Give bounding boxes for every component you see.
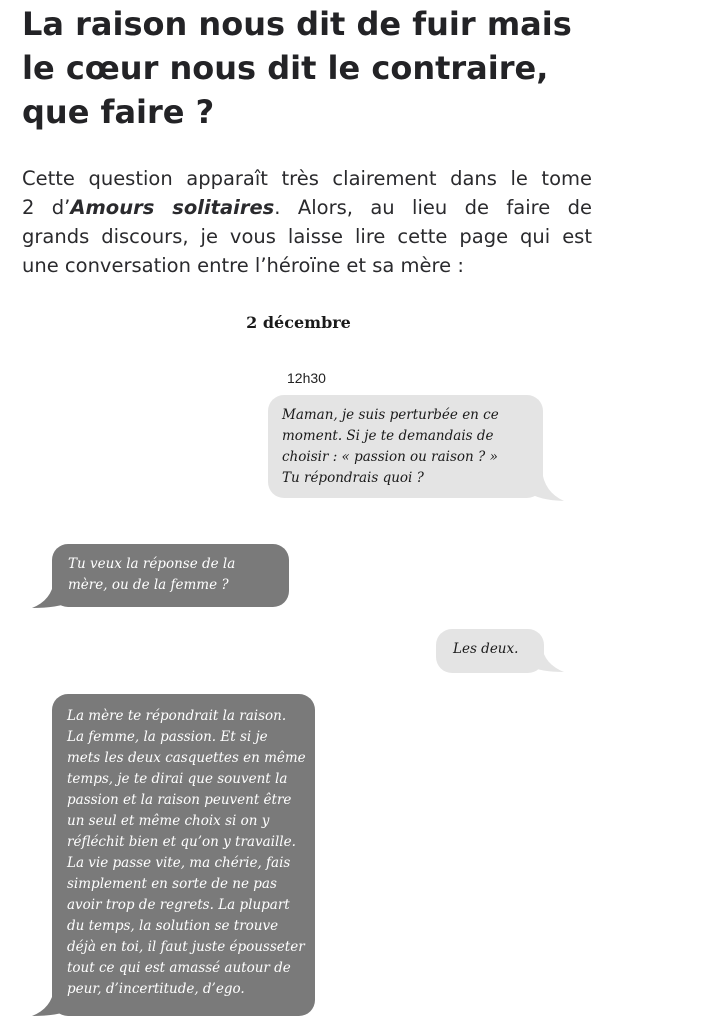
- message-line: temps, je te dirai que souvent la: [67, 771, 288, 787]
- message-line: choisir : « passion ou raison ? »: [282, 449, 498, 465]
- message-line: un seul et même choix si on y: [67, 813, 270, 829]
- book-title: Amours solitaires: [70, 196, 275, 219]
- message-line: réfléchit bien et qu’on y travaille.: [67, 834, 296, 850]
- message-line: Les deux.: [453, 641, 519, 657]
- message-line: La femme, la passion. Et si je: [67, 729, 268, 745]
- title-line: le cœur nous dit le contraire,: [22, 49, 549, 87]
- message-line: mère, ou de la femme ?: [68, 577, 229, 593]
- message-bubble-received: [52, 544, 289, 607]
- title-line: La raison nous dit de fuir mais: [22, 5, 572, 43]
- message-line: La mère te répondrait la raison.: [67, 708, 287, 724]
- intro-line: Cette question apparaît très clairement dans le tome: [22, 167, 592, 190]
- message-line: moment. Si je te demandais de: [282, 428, 494, 444]
- intro-text: . Alors, au lieu de faire de: [274, 196, 592, 219]
- message-bubble-received: [52, 694, 315, 1016]
- message-line: simplement en sorte de ne pas: [67, 876, 277, 892]
- message-bubble-sent: [436, 629, 544, 673]
- intro-line: grands discours, je vous laisse lire cette page qui est: [22, 225, 592, 248]
- message-line: mets les deux casquettes en même: [67, 750, 306, 766]
- message-line: Maman, je suis perturbée en ce: [282, 407, 499, 423]
- message-line: Tu répondrais quoi ?: [282, 470, 424, 486]
- article-title: [22, 2, 662, 134]
- message-line: déjà en toi, il faut juste épousseter: [67, 939, 305, 955]
- message-line: avoir trop de regrets. La plupart: [67, 897, 290, 913]
- message-bubble-sent: [268, 395, 543, 498]
- intro-text: 2 d’: [22, 196, 71, 219]
- conversation-date: 2 décembre: [246, 313, 351, 332]
- message-line: passion et la raison peuvent être: [67, 792, 292, 808]
- intro-paragraph: [22, 164, 592, 280]
- message-line: La vie passe vite, ma chérie, fais: [67, 855, 291, 871]
- message-line: Tu veux la réponse de la: [68, 556, 236, 572]
- message-line: tout ce qui est amassé autour de: [67, 960, 291, 976]
- intro-line: [22, 193, 592, 222]
- intro-line: une conversation entre l’héroïne et sa mère :: [22, 254, 464, 277]
- message-line: du temps, la solution se trouve: [67, 918, 279, 934]
- message-time: 12h30: [287, 370, 326, 386]
- message-line: peur, d’incertitude, d’ego.: [67, 981, 245, 997]
- title-line: que faire ?: [22, 93, 215, 131]
